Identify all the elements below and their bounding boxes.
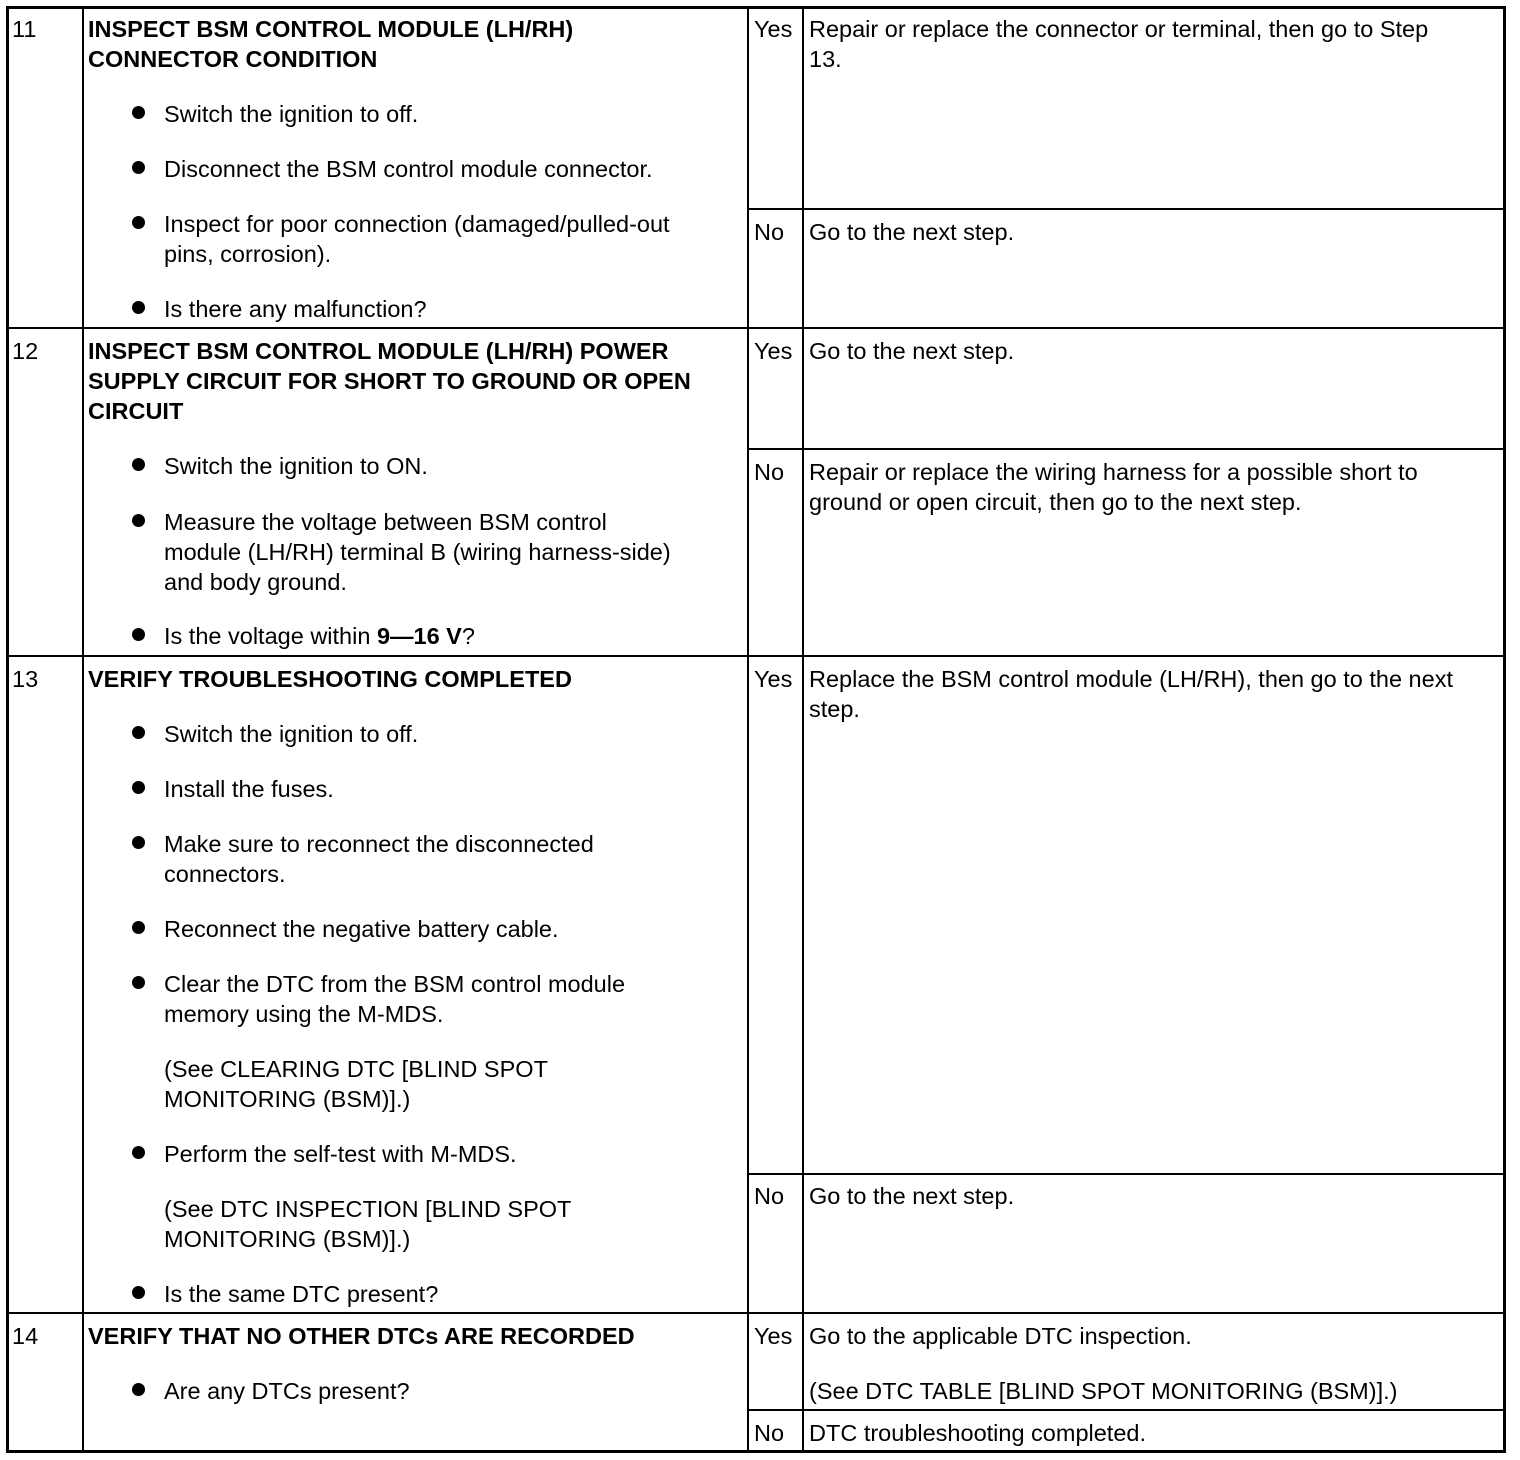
step-instruction: connectors. (164, 861, 286, 887)
column-divider-result (802, 6, 804, 1453)
step-title: INSPECT BSM CONTROL MODULE (LH/RH) (88, 16, 574, 42)
bullet-icon (132, 301, 145, 314)
yes-no-divider-11 (747, 208, 1506, 210)
bullet-icon (132, 514, 145, 527)
yes-label: Yes (754, 1323, 793, 1349)
step-instruction: Measure the voltage between BSM control (164, 509, 607, 535)
reference-note: MONITORING (BSM)].) (164, 1086, 411, 1112)
yes-result: Go to the next step. (809, 338, 1015, 364)
yes-result: Repair or replace the connector or terminal, then go to Step (809, 16, 1429, 42)
bullet-icon (132, 1146, 145, 1159)
yes-no-divider-14 (747, 1409, 1506, 1411)
yes-label: Yes (754, 16, 793, 42)
step-instruction: Perform the self-test with M-MDS. (164, 1141, 517, 1167)
reference-note: (See DTC INSPECTION [BLIND SPOT (164, 1196, 572, 1222)
no-label: No (754, 1420, 785, 1446)
question-mark: ? (461, 623, 475, 649)
column-divider-action (747, 6, 749, 1453)
step-number: 11 (12, 16, 37, 42)
bullet-icon (132, 161, 145, 174)
step-instruction: Make sure to reconnect the disconnected (164, 831, 594, 857)
yes-result: Replace the BSM control module (LH/RH), then go to the next (809, 666, 1453, 692)
bullet-icon (132, 726, 145, 739)
step-instruction: Are any DTCs present? (164, 1378, 410, 1404)
step-instruction: Switch the ignition to off. (164, 721, 419, 747)
bullet-icon (132, 1286, 145, 1299)
voltage-range: 9—16 V (376, 623, 462, 649)
step-instruction: Switch the ignition to ON. (164, 453, 428, 479)
step-instruction: Is there any malfunction? (164, 296, 427, 322)
bullet-icon (132, 628, 145, 641)
step-title: INSPECT BSM CONTROL MODULE (LH/RH) POWER (88, 338, 669, 364)
row-divider-12 (6, 327, 1506, 329)
no-result: ground or open circuit, then go to the next step. (809, 489, 1302, 515)
no-result: Repair or replace the wiring harness for a possible short to (809, 459, 1418, 485)
voltage-question: Is the voltage within (164, 623, 377, 649)
step-instruction: Switch the ignition to off. (164, 101, 419, 127)
step-instruction: pins, corrosion). (164, 241, 332, 267)
step-instruction: and body ground. (164, 569, 347, 595)
bullet-icon (132, 216, 145, 229)
row-divider-14 (6, 1312, 1506, 1314)
no-label: No (754, 219, 785, 245)
no-result: Go to the next step. (809, 219, 1015, 245)
bullet-icon (132, 458, 145, 471)
reference-note: MONITORING (BSM)].) (164, 1226, 411, 1252)
step-instruction: Clear the DTC from the BSM control module (164, 971, 626, 997)
step-instruction: Disconnect the BSM control module connector. (164, 156, 653, 182)
step-title: CIRCUIT (88, 398, 184, 424)
yes-result: 13. (809, 46, 842, 72)
row-divider-13 (6, 655, 1506, 657)
yes-label: Yes (754, 338, 793, 364)
reference-note: (See CLEARING DTC [BLIND SPOT (164, 1056, 548, 1082)
yes-label: Yes (754, 666, 793, 692)
column-divider-step (82, 6, 84, 1453)
step-title: CONNECTOR CONDITION (88, 46, 378, 72)
step-instruction: Is the same DTC present? (164, 1281, 439, 1307)
yes-result: step. (809, 696, 860, 722)
step-instruction: memory using the M-MDS. (164, 1001, 444, 1027)
yes-no-divider-12 (747, 448, 1506, 450)
step-number: 14 (12, 1323, 39, 1349)
step-instruction (164, 621, 475, 651)
bullet-icon (132, 1383, 145, 1396)
step-number: 12 (12, 338, 39, 364)
yes-no-divider-13 (747, 1173, 1506, 1175)
step-instruction: Install the fuses. (164, 776, 334, 802)
yes-result: (See DTC TABLE [BLIND SPOT MONITORING (BSM)].) (809, 1378, 1398, 1404)
step-title: VERIFY THAT NO OTHER DTCs ARE RECORDED (88, 1323, 635, 1349)
bullet-icon (132, 836, 145, 849)
no-label: No (754, 459, 785, 485)
bullet-icon (132, 781, 145, 794)
yes-result: Go to the applicable DTC inspection. (809, 1323, 1192, 1349)
bullet-icon (132, 921, 145, 934)
step-instruction: module (LH/RH) terminal B (wiring harness-side) (164, 539, 671, 565)
no-label: No (754, 1183, 785, 1209)
step-title: VERIFY TROUBLESHOOTING COMPLETED (88, 666, 572, 692)
bullet-icon (132, 976, 145, 989)
step-instruction: Reconnect the negative battery cable. (164, 916, 559, 942)
step-title: SUPPLY CIRCUIT FOR SHORT TO GROUND OR OPEN (88, 368, 691, 394)
no-result: Go to the next step. (809, 1183, 1015, 1209)
bullet-icon (132, 106, 145, 119)
step-number: 13 (12, 666, 39, 692)
no-result: DTC troubleshooting completed. (809, 1420, 1147, 1446)
step-instruction: Inspect for poor connection (damaged/pulled-out (164, 211, 670, 237)
